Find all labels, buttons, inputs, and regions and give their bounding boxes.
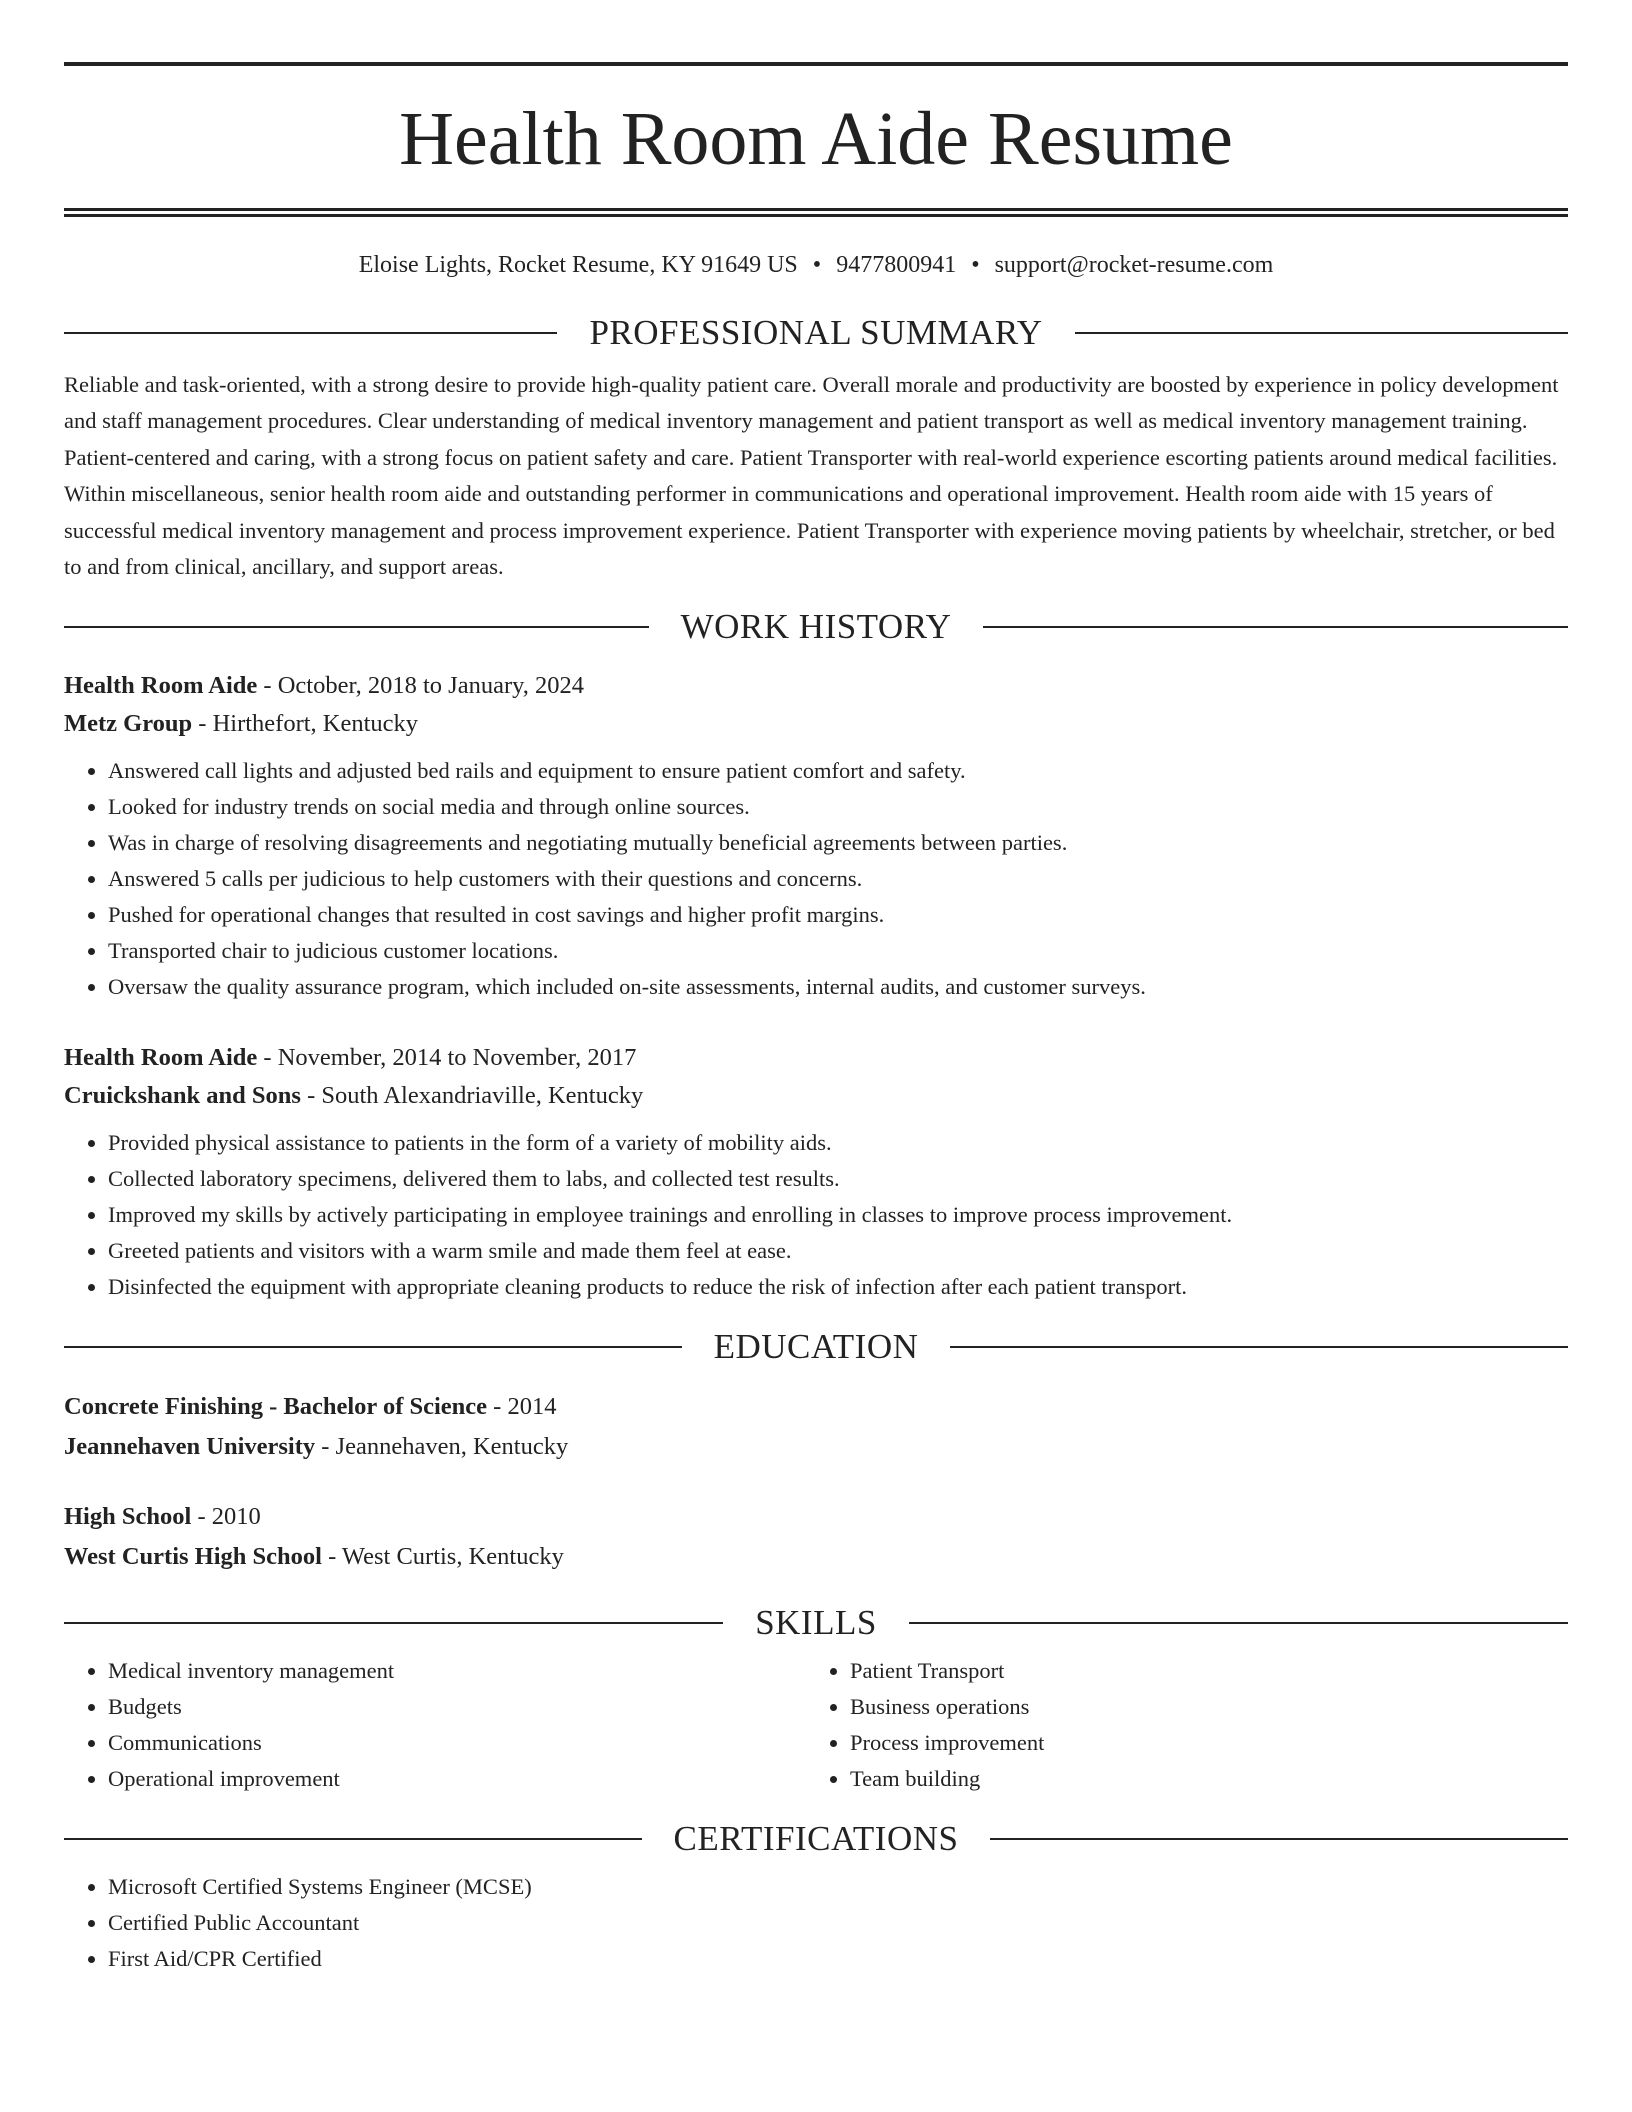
education-degree: Concrete Finishing - Bachelor of Science (64, 1393, 488, 1421)
education-entry (64, 1387, 1568, 1467)
job-location: - South Alexandriaville, Kentucky (300, 1082, 644, 1110)
summary-paragraph: Reliable and task-oriented, with a strong desire to provide high-quality patient care. Overall morale and productivity are boosted by experience in policy development and staff management procedures. Clear understanding of medical inventory management and patient transport as well as medical inventory management training. Patient-centered and caring, with a strong focus on patient safety and care. Patient Transporter with real-world experience escorting patients around medical facilities. Within miscellaneous, senior health room aide and outstanding performer in communications and operational improvement. Health room aide with 15 years of successful medical inventory management and process improvement experience. Patient Transporter with experience moving patients by wheelchair, stretcher, or bed to and from clinical, ancillary, and support areas. (64, 372, 1559, 580)
education-location: - West Curtis, Kentucky (321, 1543, 564, 1571)
job-bullet: • Answered 5 calls per judicious to help customers with their questions and concerns. (108, 861, 1568, 897)
education-year: - 2014 (487, 1393, 557, 1421)
heading-rule (983, 626, 1568, 628)
job-bullet: • Improved my skills by actively participating in employee trainings and enrolling in classes to improve process improvement. (108, 1197, 1568, 1233)
job-dates: - October, 2018 to January, 2024 (257, 672, 585, 700)
skill-item: • Budgets (108, 1689, 806, 1725)
job-bullet: • Disinfected the equipment with appropriate cleaning products to reduce the risk of infection after each patient transport. (108, 1269, 1568, 1305)
job-title: Health Room Aide (64, 1044, 258, 1072)
education-degree-line (64, 1497, 1568, 1537)
section-heading-certifications (64, 1817, 1568, 1861)
contact-line (64, 249, 1568, 281)
job-company: Metz Group (64, 710, 193, 738)
section-heading-education (64, 1325, 1568, 1369)
header-double-rule (64, 208, 1568, 217)
job-bullet: • Pushed for operational changes that resulted in cost savings and higher profit margins. (108, 897, 1568, 933)
job-bullet: • Transported chair to judicious customer locations. (108, 933, 1568, 969)
resume-page (64, 62, 1568, 1977)
certification-item: • First Aid/CPR Certified (108, 1941, 1568, 1977)
resume-title: Health Room Aide Resume (399, 97, 1233, 181)
skill-item: • Patient Transport (850, 1653, 1548, 1689)
heading-rule (950, 1346, 1568, 1348)
job-bullet: • Collected laboratory specimens, delivered them to labs, and collected test results. (108, 1161, 1568, 1197)
job-entry (64, 1039, 1568, 1305)
contact-address: Eloise Lights, Rocket Resume, KY 91649 US (358, 252, 798, 278)
heading-rule (909, 1622, 1568, 1624)
heading-rule (1075, 332, 1568, 334)
job-location: - Hirthefort, Kentucky (192, 710, 419, 738)
education-location: - Jeannehaven, Kentucky (315, 1433, 569, 1461)
heading-rule (64, 626, 649, 628)
heading-rule (64, 1838, 642, 1840)
certifications-block (64, 1869, 1568, 1977)
skills-right-column (806, 1653, 1548, 1797)
job-dates: - November, 2014 to November, 2017 (257, 1044, 637, 1072)
heading-rule (64, 1622, 723, 1624)
heading-rule (990, 1838, 1568, 1840)
section-title: CERTIFICATIONS (673, 1819, 959, 1859)
job-bullet: • Oversaw the quality assurance program, which included on-site assessments, internal audits, and customer surveys. (108, 969, 1568, 1005)
job-bullet: • Looked for industry trends on social media and through online sources. (108, 789, 1568, 825)
section-title: WORK HISTORY (680, 607, 952, 647)
job-bullet: • Answered call lights and adjusted bed rails and equipment to ensure patient comfort and safety. (108, 753, 1568, 789)
skill-item: • Communications (108, 1725, 806, 1761)
section-heading-summary (64, 311, 1568, 355)
education-year: - 2010 (191, 1503, 261, 1531)
job-bullet: • Was in charge of resolving disagreements and negotiating mutually beneficial agreements between parties. (108, 825, 1568, 861)
contact-email: support@rocket-resume.com (994, 252, 1274, 278)
education-entry (64, 1497, 1568, 1577)
job-company: Cruickshank and Sons (64, 1082, 301, 1110)
job-entry (64, 667, 1568, 1005)
job-bullet: • Provided physical assistance to patients in the form of a variety of mobility aids. (108, 1125, 1568, 1161)
certification-item: • Microsoft Certified Systems Engineer (MCSE) (108, 1869, 1568, 1905)
education-school: West Curtis High School (64, 1543, 322, 1571)
education-degree-line (64, 1387, 1568, 1427)
section-heading-work (64, 605, 1568, 649)
section-heading-skills (64, 1601, 1568, 1645)
education-school-line (64, 1537, 1568, 1577)
job-title-line (64, 667, 1568, 705)
job-title-line (64, 1039, 1568, 1077)
skills-list (806, 1653, 1548, 1797)
skill-item: • Operational improvement (108, 1761, 806, 1797)
section-title: EDUCATION (713, 1327, 919, 1367)
job-title: Health Room Aide (64, 672, 258, 700)
skills-left-column (64, 1653, 806, 1797)
skill-item: • Medical inventory management (108, 1653, 806, 1689)
heading-rule (64, 1346, 682, 1348)
skill-item: • Process improvement (850, 1725, 1548, 1761)
certifications-list (64, 1869, 1568, 1977)
section-title: SKILLS (755, 1603, 877, 1643)
certification-item: • Certified Public Accountant (108, 1905, 1568, 1941)
job-bullets (64, 1125, 1568, 1305)
skills-columns (64, 1653, 1568, 1797)
skills-list (64, 1653, 806, 1797)
job-company-line (64, 705, 1568, 743)
contact-separator: • (812, 252, 822, 278)
contact-separator: • (971, 252, 980, 278)
job-company-line (64, 1077, 1568, 1115)
heading-rule (64, 332, 557, 334)
job-bullet: • Greeted patients and visitors with a warm smile and made them feel at ease. (108, 1233, 1568, 1269)
skill-item: • Business operations (850, 1689, 1548, 1725)
education-school: Jeannehaven University (64, 1433, 316, 1461)
education-degree: High School (64, 1503, 192, 1531)
header-top-rule (64, 62, 1568, 66)
section-title: PROFESSIONAL SUMMARY (589, 313, 1043, 352)
education-school-line (64, 1427, 1568, 1467)
skill-item: • Team building (850, 1761, 1548, 1797)
job-bullets (64, 753, 1568, 1005)
contact-phone: 9477800941 (836, 252, 957, 278)
